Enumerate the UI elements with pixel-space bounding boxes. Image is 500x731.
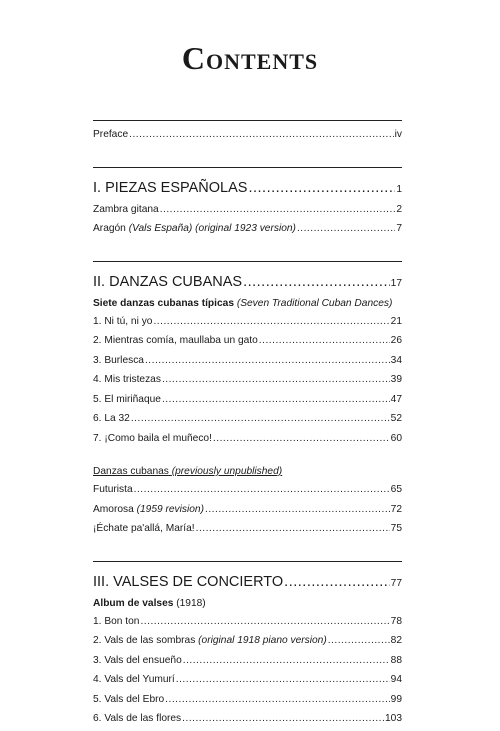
section-page: 77 bbox=[390, 577, 402, 589]
entry-page: 75 bbox=[390, 523, 402, 534]
entry-page: 26 bbox=[390, 335, 402, 346]
dot-leader bbox=[196, 521, 390, 537]
entry-page: 47 bbox=[390, 393, 402, 405]
dot-leader bbox=[183, 653, 390, 669]
entry-page: 7 bbox=[396, 223, 402, 234]
toc-entry[interactable] bbox=[93, 411, 402, 431]
dot-leader bbox=[131, 411, 390, 427]
preface-section bbox=[93, 120, 402, 147]
entry-label: 5. Vals del Ebro bbox=[93, 693, 165, 705]
entry-page: 99 bbox=[390, 693, 402, 705]
section-page: 1 bbox=[396, 183, 402, 195]
entry-label: 7. ¡Como baila el muñeco! bbox=[93, 432, 212, 444]
section-valses-de-concierto bbox=[93, 561, 402, 731]
dot-leader bbox=[153, 314, 389, 330]
entry-page: 60 bbox=[390, 432, 402, 444]
toc-entry[interactable] bbox=[93, 221, 402, 241]
dot-leader bbox=[145, 353, 390, 369]
entry-label: 5. El miriñaque bbox=[93, 393, 161, 405]
dot-leader bbox=[162, 392, 390, 408]
toc-entry[interactable] bbox=[93, 614, 402, 634]
toc-entry[interactable] bbox=[93, 653, 402, 673]
entry-label: 6. La 32 bbox=[93, 413, 130, 424]
section-heading[interactable] bbox=[93, 274, 402, 296]
group-heading: Siete danzas cubanas típicas (Seven Traditional Cuban Dances) bbox=[93, 297, 393, 309]
toc-entry[interactable] bbox=[93, 372, 402, 392]
entry-label: 6. Vals de las flores bbox=[93, 713, 182, 724]
dot-leader bbox=[165, 692, 389, 708]
entry-label: 2. Mientras comía, maullaba un gato bbox=[93, 335, 258, 346]
entry-label: ¡Échate pa'allá, María! bbox=[93, 523, 195, 534]
toc-entry[interactable] bbox=[93, 392, 402, 412]
entry-label: Amorosa (1959 revision) bbox=[93, 503, 204, 515]
dot-leader bbox=[134, 482, 390, 498]
entry-page: 65 bbox=[390, 484, 402, 495]
dot-leader bbox=[297, 221, 395, 237]
dot-leader bbox=[259, 333, 390, 349]
page-title: Contents bbox=[181, 40, 319, 76]
table-of-contents bbox=[93, 120, 402, 731]
section-heading[interactable] bbox=[93, 180, 402, 202]
entry-page: 82 bbox=[390, 635, 402, 646]
entry-page: 94 bbox=[390, 674, 402, 685]
dot-leader bbox=[213, 431, 390, 447]
group-heading: Danzas cubanas (previously unpublished) bbox=[93, 466, 283, 477]
dot-leader bbox=[205, 502, 390, 518]
dot-leader bbox=[243, 274, 390, 290]
dot-leader bbox=[162, 372, 390, 388]
toc-entry[interactable] bbox=[93, 202, 402, 222]
toc-entry-preface[interactable] bbox=[93, 127, 402, 147]
toc-entry[interactable] bbox=[93, 502, 402, 522]
dot-leader bbox=[284, 574, 389, 590]
dot-leader bbox=[248, 180, 395, 196]
dot-leader bbox=[129, 127, 394, 143]
entry-page: 39 bbox=[390, 374, 402, 385]
entry-label: Futurista bbox=[93, 484, 133, 495]
section-piezas-espanolas bbox=[93, 167, 402, 241]
entry-label: 4. Vals del Yumurí bbox=[93, 674, 175, 685]
dot-leader bbox=[160, 202, 396, 218]
toc-entry[interactable] bbox=[93, 314, 402, 334]
group-heading: Album de valses (1918) bbox=[93, 597, 206, 609]
dot-leader bbox=[328, 633, 390, 649]
section-danzas-cubanas bbox=[93, 261, 402, 541]
toc-entry[interactable] bbox=[93, 711, 402, 731]
section-heading[interactable] bbox=[93, 574, 402, 596]
section-title: I. PIEZAS ESPAÑOLAS bbox=[93, 179, 248, 196]
entry-page: 72 bbox=[390, 503, 402, 515]
entry-page: 34 bbox=[390, 354, 402, 366]
entry-label: Aragón (Vals España) (original 1923 version) bbox=[93, 223, 296, 234]
toc-entry[interactable] bbox=[93, 333, 402, 353]
entry-label: 3. Vals del ensueño bbox=[93, 654, 182, 666]
toc-entry[interactable] bbox=[93, 692, 402, 712]
section-page: 17 bbox=[390, 277, 402, 289]
entry-label: 1. Ni tú, ni yo bbox=[93, 315, 153, 327]
entry-page: 103 bbox=[385, 713, 402, 724]
dot-leader bbox=[176, 672, 390, 688]
entry-label: 2. Vals de las sombras (original 1918 piano version) bbox=[93, 635, 327, 646]
entry-page: 88 bbox=[390, 654, 402, 666]
entry-label: 1. Bon ton bbox=[93, 615, 140, 627]
dot-leader bbox=[182, 711, 384, 727]
section-title: II. DANZAS CUBANAS bbox=[93, 273, 243, 290]
entry-label: Preface bbox=[93, 129, 129, 140]
section-title: III. VALSES DE CONCIERTO bbox=[93, 573, 284, 590]
entry-label: 4. Mis tristezas bbox=[93, 374, 161, 385]
toc-entry[interactable] bbox=[93, 482, 402, 502]
toc-entry[interactable] bbox=[93, 633, 402, 653]
entry-label: 3. Burlesca bbox=[93, 354, 144, 366]
dot-leader bbox=[140, 614, 389, 630]
entry-page: 78 bbox=[390, 615, 402, 627]
entry-page: 21 bbox=[390, 315, 402, 327]
entry-page: 2 bbox=[396, 203, 402, 215]
toc-entry[interactable] bbox=[93, 431, 402, 451]
toc-entry[interactable] bbox=[93, 521, 402, 541]
toc-entry[interactable] bbox=[93, 353, 402, 373]
entry-label: Zambra gitana bbox=[93, 203, 159, 215]
entry-page: 52 bbox=[390, 413, 402, 424]
entry-page: iv bbox=[394, 129, 402, 140]
toc-entry[interactable] bbox=[93, 672, 402, 692]
